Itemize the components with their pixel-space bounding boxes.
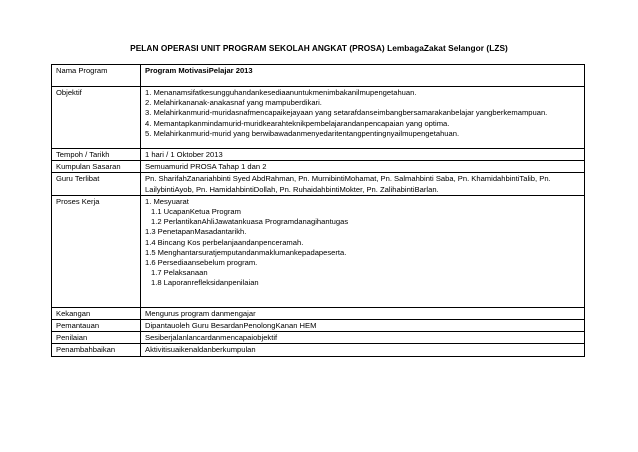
duration-date: 1 hari / 1 Oktober 2013 (145, 150, 223, 159)
process-step: 1.5 Menghantarsuratjemputandanmaklumankepadapeserta. (145, 247, 347, 257)
row-label: Tempoh / Tarikh (52, 149, 141, 161)
objective-item: 3. Melahirkanmurid-muridasnafmencapaikejayaan yang setarafdanseimbangbersamarakanbelajar yangberkemampuan. (145, 108, 548, 118)
table-row (52, 87, 585, 149)
row-value (141, 307, 585, 319)
row-value (141, 161, 585, 173)
process-step: 1.4 Bincang Kos perbelanjaandanpenceramah. (145, 237, 304, 247)
row-value (141, 320, 585, 332)
table-row (52, 344, 585, 356)
page-title: PELAN OPERASI UNIT PROGRAM SEKOLAH ANGKAT (PROSA) LembagaZakat Selangor (LZS) (130, 43, 508, 53)
objective-item: 1. Menanamsifatkesungguhandankesediaanuntukmenimbakanilmupengetahuan. (145, 88, 417, 97)
evaluation: Sesiberjalanlancardanmencapaiobjektif (145, 333, 278, 343)
row-value (141, 87, 585, 149)
process-step: 1.2 PerlantikanAhliJawatankuasa Programdanagihantugas (151, 217, 349, 227)
row-value (141, 149, 585, 161)
process-step: 1.7 Pelaksanaan (151, 268, 208, 278)
row-value (141, 173, 585, 195)
row-label: Pemantauan (52, 320, 141, 332)
row-label: Objektif (52, 87, 141, 149)
process-step: 1.6 Persediaansebelum program. (145, 258, 258, 268)
constraints: Mengurus program danmengajar (145, 308, 256, 318)
table-row (52, 332, 585, 344)
program-name: Program MotivasiPelajar 2013 (145, 66, 253, 75)
process-step: 1. Mesyuarat (145, 196, 189, 206)
table-row (52, 307, 585, 319)
table-row (52, 161, 585, 173)
process-step: 1.3 PenetapanMasadantarikh. (145, 227, 247, 237)
target-group: Semuamurid PROSA Tahap 1 dan 2 (145, 162, 267, 172)
row-label: Penambahbaikan (52, 344, 141, 356)
table-row (52, 65, 585, 87)
table-row (52, 195, 585, 307)
row-label: Proses Kerja (52, 195, 141, 307)
row-label: Kumpulan Sasaran (52, 161, 141, 173)
table-row (52, 149, 585, 161)
objective-item: 5. Melahirkanmurid-murid yang berwibawadanmenyedaritentangpentingnyailmupengetahuan. (145, 128, 460, 138)
row-label: Guru Terlibat (52, 173, 141, 195)
process-step: 1.1 UcapanKetua Program (151, 207, 241, 217)
plan-table (51, 64, 585, 357)
row-value (141, 195, 585, 307)
process-step: 1.8 Laporanrefleksidanpenilaian (151, 278, 259, 288)
teachers-list: Pn. SharifahZanariahbinti Syed AbdRahman, Pn. MurnibintiMohamat, Pn. Salmahbinti Saba, Pn. KhamidahbintiTalib, Pn. LailybintiAyob, Pn. HamidahbintiDollah, Pn. RuhaidahbintiMokter, Pn. ZalihabintiBarlan. (145, 174, 551, 194)
table-row (52, 173, 585, 195)
table-row (52, 320, 585, 332)
row-value (141, 332, 585, 344)
monitoring: Dipantauoleh Guru BesardanPenolongKanan HEM (145, 321, 317, 331)
row-value (141, 65, 585, 87)
objective-item: 2. Melahirkananak-anakasnaf yang mampuberdikari. (145, 98, 322, 108)
row-label: Penilaian (52, 332, 141, 344)
objective-item: 4. Memantapkanmindamurid-muridkearahteknikpembelajarandanpencapaian yang optima. (145, 118, 450, 128)
row-value (141, 344, 585, 356)
row-label: Kekangan (52, 307, 141, 319)
improvement: Aktivitisuaikenaldanberkumpulan (145, 345, 256, 355)
row-label: Nama Program (52, 65, 141, 87)
